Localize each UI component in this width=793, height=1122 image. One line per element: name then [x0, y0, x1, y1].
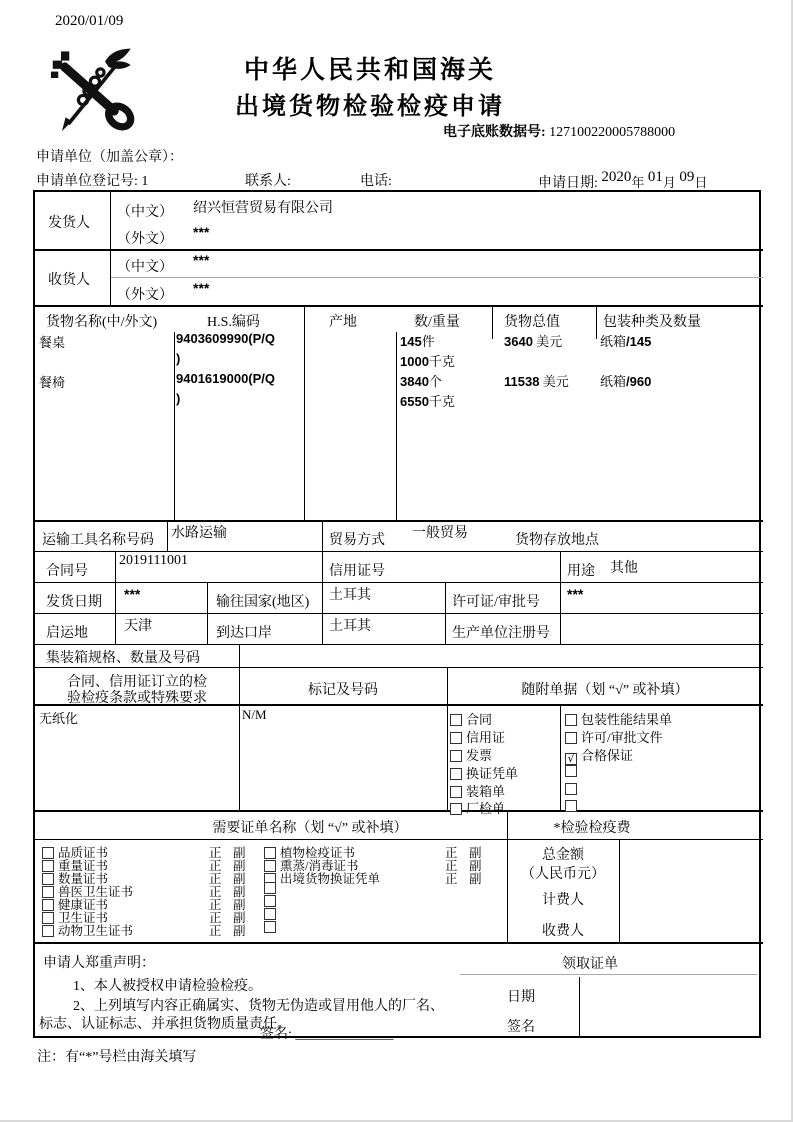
checkbox-icon [450, 786, 462, 798]
marks-value: N/M [242, 707, 267, 722]
customs-emblem-icon [50, 46, 138, 132]
cert-label: 重量证书 [58, 859, 109, 873]
doc-checkbox-row [450, 763, 518, 779]
goods-col-qty: 数/重量 [414, 315, 460, 330]
usage-value: 其他 [610, 561, 638, 576]
doc-checkbox-row [450, 727, 505, 743]
doc-checkbox-row [450, 798, 505, 814]
cert-row [42, 908, 246, 925]
cert-row [42, 856, 246, 873]
receipt-title: 领取证单 [562, 957, 618, 972]
original-label: 正 [445, 846, 458, 860]
consignor-cn-label: （中文） [117, 205, 173, 220]
applicant-unit-label: 申请单位（加盖公章）： [36, 150, 183, 165]
divider [110, 277, 763, 278]
doc-checkbox-row [565, 763, 581, 779]
original-label: 正 [209, 859, 222, 873]
form-title-line2: 出境货物检验检疫申请 [235, 93, 505, 120]
cert-row [264, 869, 482, 886]
apply-date [538, 169, 708, 192]
fee-collector-label: 收费人 [542, 924, 584, 939]
cert-row [42, 843, 246, 860]
goods-row-weight-unit: 千克 [428, 394, 455, 409]
trade-mode-value: 一般贸易 [412, 526, 468, 541]
doc-checkbox-row [565, 781, 581, 797]
divider [35, 839, 763, 840]
receipt-sign-label: 签名 [507, 1020, 535, 1035]
doc-checkbox-row [565, 709, 672, 725]
divider [35, 810, 763, 812]
divider [35, 582, 763, 583]
signature-line: 签名: ______________ [260, 1027, 394, 1042]
declaration-item1: 1、本人被授权申请检验检疫。 [73, 979, 262, 994]
divider [35, 942, 763, 944]
cert-row [42, 921, 246, 938]
copy-label: 副 [233, 872, 246, 886]
goods-col-pack: 包装种类及数量 [603, 315, 701, 330]
doc-label: 许可/审批文件 [581, 730, 663, 745]
fee-total-currency-label: （人民币元） [521, 867, 605, 882]
consignor-cn-value: 绍兴恒营贸易有限公司 [193, 201, 333, 216]
doc-checkbox-row-checked [565, 745, 634, 765]
doc-checkbox-row [565, 798, 581, 814]
consignor-label: 发货人 [48, 216, 90, 231]
copy-label: 副 [469, 859, 482, 873]
goods-row-hscode: 9401619000(P/Q [176, 371, 276, 386]
producer-reg-label: 生产单位注册号 [452, 626, 550, 641]
doc-label: 合同 [466, 712, 493, 727]
checkbox-icon [565, 800, 577, 812]
cert-label: 动物卫生证书 [58, 924, 134, 938]
copy-label: 副 [233, 911, 246, 925]
checkbox-icon [264, 908, 276, 920]
cert-label: 数量证书 [58, 872, 109, 886]
form-body [33, 190, 761, 1042]
storage-label: 货物存放地点 [515, 533, 599, 548]
cert-label: 卫生证书 [58, 911, 109, 925]
lc-label: 信用证号 [329, 564, 385, 579]
divider [492, 305, 493, 339]
copy-label: 副 [233, 898, 246, 912]
doc-checkbox-row [450, 709, 492, 725]
doc-label: 装箱单 [466, 784, 506, 799]
arrival-label: 到达口岸 [216, 626, 272, 641]
goods-row-weight-unit: 千克 [428, 354, 455, 369]
divider [167, 520, 168, 551]
ship-date-label: 发货日期 [46, 595, 102, 610]
eledger-number: 127100220005788000 [549, 125, 676, 140]
divider [445, 582, 446, 644]
divider [115, 551, 116, 644]
checkbox-icon [264, 895, 276, 907]
cert-label: 出境货物换证凭单 [280, 872, 381, 886]
divider [174, 332, 175, 520]
contact-label: 联系人: [245, 174, 291, 189]
clause-value: 无纸化 [39, 711, 79, 726]
footer-note: 注：有“*”号栏由海关填写 [37, 1050, 197, 1065]
clause-header-line2: 验检疫条款或特殊要求 [67, 691, 207, 706]
attached-docs-header: 随附单据（划 “√” 或补填） [521, 683, 689, 698]
fee-calculator-label: 计费人 [542, 893, 584, 908]
cert-row [42, 895, 246, 912]
checkbox-icon [565, 732, 577, 744]
divider [35, 520, 763, 522]
cert-label: 兽医卫生证书 [58, 885, 134, 899]
consignee-cn-value: *** [193, 252, 210, 268]
contract-label: 合同号 [46, 564, 88, 579]
apply-date-year: 2020 [601, 169, 632, 185]
checkbox-icon [450, 750, 462, 762]
cert-label: 品质证书 [58, 846, 109, 860]
divider [35, 667, 763, 668]
goods-row-name: 餐椅 [39, 375, 66, 390]
goods-row-hscode: 9403609990(P/Q [176, 331, 276, 346]
divider [35, 305, 763, 307]
divider [560, 704, 561, 810]
consignee-label: 收货人 [48, 273, 90, 288]
eledger-label: 电子底账数据号: [443, 125, 546, 140]
applicant-regno-label: 申请单位登记号: [36, 174, 138, 189]
doc-label: 信用证 [466, 730, 506, 745]
copy-label: 副 [233, 846, 246, 860]
vehicle-label: 运输工具名称号码 [42, 533, 154, 548]
doc-checkbox-row [450, 781, 505, 797]
departure-label: 启运地 [46, 626, 88, 641]
consignor-fn-value: *** [193, 224, 210, 240]
trade-mode-label: 贸易方式 [329, 533, 385, 548]
divider [304, 305, 305, 520]
declaration-item2: 2、上列填写内容正确属实、货物无伪造或冒用他人的厂名、 [73, 999, 444, 1014]
cert-row-empty [264, 882, 276, 896]
goods-row-qty-unit: 个 [428, 374, 442, 389]
checkbox-icon [450, 803, 462, 815]
divider [322, 520, 323, 644]
dest-country-label: 输往国家(地区) [216, 595, 310, 610]
year-unit: 年 [631, 175, 645, 190]
dest-country-value: 土耳其 [329, 588, 371, 603]
original-label: 正 [209, 924, 222, 938]
checkbox-icon [264, 921, 276, 933]
check-mark: √ [567, 752, 575, 765]
cert-row [264, 856, 482, 873]
divider [35, 551, 763, 552]
declaration-title: 申请人郑重声明： [43, 956, 155, 971]
goods-row-pack-num: /960 [626, 374, 652, 389]
copy-label: 副 [233, 924, 246, 938]
checkbox-icon [450, 732, 462, 744]
apply-date-label: 申请日期: [538, 176, 598, 191]
checkbox-icon [565, 783, 577, 795]
original-label: 正 [209, 846, 222, 860]
declaration-item2-cont: 标志、认证标志、并承担货物质量责任。 [39, 1017, 291, 1032]
doc-label: 合格保证 [581, 748, 634, 763]
cert-row [42, 869, 246, 886]
divider [239, 644, 240, 810]
divider [207, 582, 208, 644]
copy-label: 副 [469, 846, 482, 860]
copy-label: 副 [233, 885, 246, 899]
cert-label: 熏蒸/消毒证书 [280, 859, 359, 873]
goods-row-hscode-cont: ) [176, 391, 181, 406]
fee-header: *检验检疫费 [553, 821, 631, 836]
goods-row-hscode-cont: ) [176, 351, 181, 366]
day-unit: 日 [694, 175, 708, 190]
arrival-value: 土耳其 [329, 619, 371, 634]
goods-col-origin: 产地 [329, 315, 357, 330]
copy-label: 副 [233, 859, 246, 873]
month-unit: 月 [662, 175, 676, 190]
contract-value: 2019111001 [119, 553, 188, 568]
cert-row [264, 843, 482, 860]
goods-row-pack-num: /145 [626, 334, 652, 349]
applicant-regno-value: 1 [141, 174, 149, 189]
divider [560, 551, 561, 644]
form-title-line1: 中华人民共和国海关 [243, 56, 496, 84]
divider [35, 613, 763, 614]
vehicle-value: 水路运输 [171, 526, 227, 541]
doc-label: 换证凭单 [466, 766, 519, 781]
original-label: 正 [209, 885, 222, 899]
cert-row-empty [264, 921, 276, 935]
goods-row-qty: 3840 [400, 374, 429, 389]
checkbox-icon [565, 714, 577, 726]
goods-row-pack: 纸箱 [600, 374, 627, 389]
container-label: 集装箱规格、数量及号码 [46, 651, 200, 666]
divider [35, 249, 763, 251]
goods-row-value: 3640 [504, 334, 533, 349]
original-label: 正 [445, 872, 458, 886]
fee-total-label: 总金额 [542, 848, 584, 863]
checkbox-icon [565, 765, 577, 777]
divider [579, 977, 580, 1038]
divider [619, 839, 620, 942]
marks-header: 标记及号码 [308, 683, 378, 698]
copy-label: 副 [469, 872, 482, 886]
license-label: 许可证/审批号 [452, 595, 540, 610]
apply-date-day: 09 [679, 169, 695, 185]
consignee-fn-label: （外文） [117, 288, 173, 303]
doc-checkbox-row [450, 745, 492, 761]
usage-label: 用途 [567, 564, 595, 579]
departure-value: 天津 [124, 619, 152, 634]
goods-row-weight: 1000 [400, 354, 429, 369]
goods-col-hs: H.S.编码 [207, 315, 260, 330]
phone-label: 电话: [360, 174, 392, 189]
divider [396, 332, 397, 520]
license-value: *** [567, 586, 584, 602]
cert-row [42, 882, 246, 899]
checkbox-icon [450, 768, 462, 780]
receipt-date-label: 日期 [507, 990, 535, 1005]
original-label: 正 [445, 859, 458, 873]
doc-label: 发票 [466, 748, 493, 763]
cert-row-empty [264, 895, 276, 909]
divider [596, 305, 597, 339]
goods-row-qty: 145 [400, 334, 422, 349]
consignee-fn-value: *** [193, 280, 210, 296]
doc-label: 包装性能结果单 [581, 712, 673, 727]
divider [110, 192, 111, 305]
doc-checkbox-row [565, 727, 663, 743]
consignee-cn-label: （中文） [117, 260, 173, 275]
goods-row-weight: 6550 [400, 394, 429, 409]
scan-date: 2020/01/09 [55, 13, 124, 29]
original-label: 正 [209, 911, 222, 925]
goods-row-qty-unit: 件 [421, 334, 435, 349]
goods-row-pack: 纸箱 [600, 334, 627, 349]
original-label: 正 [209, 872, 222, 886]
cert-label: 健康证书 [58, 898, 109, 912]
goods-col-name: 货物名称(中/外文) [46, 315, 158, 330]
cert-label: 植物检疫证书 [280, 846, 356, 860]
checkbox-icon [42, 925, 54, 937]
goods-row-value: 11538 [504, 374, 540, 389]
goods-row-name: 餐桌 [39, 335, 66, 350]
doc-label: 厂检单 [466, 801, 506, 816]
checkbox-icon [264, 882, 276, 894]
cert-row-empty [264, 908, 276, 922]
receipt-underline [460, 974, 757, 975]
apply-date-month: 01 [647, 169, 663, 185]
consignor-fn-label: （外文） [117, 232, 173, 247]
goods-row-value-unit: 美元 [536, 334, 563, 349]
goods-col-value: 货物总值 [504, 315, 560, 330]
original-label: 正 [209, 898, 222, 912]
divider [35, 644, 763, 645]
ship-date-value: *** [124, 586, 141, 602]
clause-header-line1: 合同、信用证订立的检 [67, 675, 207, 690]
certs-header: 需要证单名称（划 “√” 或补填） [212, 821, 408, 836]
goods-row-value-unit: 美元 [542, 374, 569, 389]
checkbox-icon [450, 714, 462, 726]
